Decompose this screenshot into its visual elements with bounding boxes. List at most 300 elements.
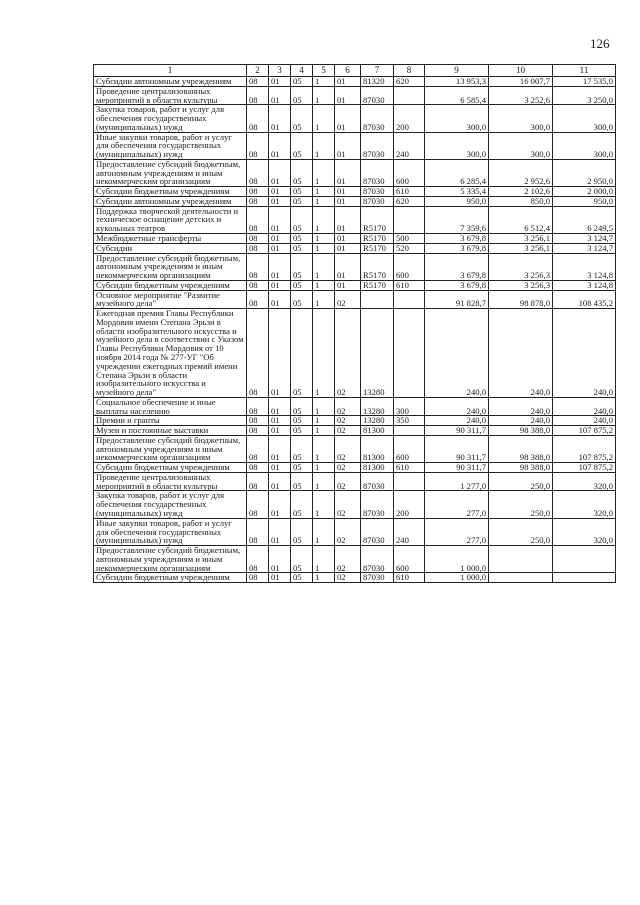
program-code: 05 <box>291 77 313 87</box>
event-code: 01 <box>335 187 361 197</box>
item-name: Поддержка творческой деятельности и техническое оснащение детских и кукольных театров <box>94 206 247 233</box>
item-name: Музеи и постоянные выставки <box>94 426 247 436</box>
direction-code: 87030 <box>361 196 394 206</box>
table-row <box>94 105 616 132</box>
table-row <box>94 77 616 87</box>
direction-code: R5170 <box>361 253 394 280</box>
column-header: 1 <box>94 65 247 77</box>
direction-code: 87030 <box>361 518 394 545</box>
event-code: 02 <box>335 573 361 583</box>
subprogram-code: 1 <box>313 518 335 545</box>
expense-type-code <box>394 472 425 491</box>
expense-type-code: 240 <box>394 518 425 545</box>
amount-year-1: 1 000,0 <box>425 573 489 583</box>
subprogram-code: 1 <box>313 77 335 87</box>
amount-year-1: 3 679,8 <box>425 280 489 290</box>
amount-year-3 <box>553 546 616 573</box>
program-code: 05 <box>291 546 313 573</box>
expense-type-code: 610 <box>394 187 425 197</box>
column-header: 4 <box>291 65 313 77</box>
amount-year-2: 2 952,6 <box>489 159 553 186</box>
amount-year-3: 240,0 <box>553 309 616 398</box>
subprogram-code: 1 <box>313 234 335 244</box>
amount-year-3: 300,0 <box>553 105 616 132</box>
subsection-code: 01 <box>269 416 291 426</box>
amount-year-3: 107 875,2 <box>553 426 616 436</box>
event-code: 02 <box>335 426 361 436</box>
subsection-code: 01 <box>269 159 291 186</box>
amount-year-1: 240,0 <box>425 416 489 426</box>
column-header: 5 <box>313 65 335 77</box>
program-code: 05 <box>291 397 313 416</box>
direction-code: R5170 <box>361 280 394 290</box>
subsection-code: 01 <box>269 243 291 253</box>
amount-year-1: 6 285,4 <box>425 159 489 186</box>
direction-code: 87030 <box>361 159 394 186</box>
item-name: Предоставление субсидий бюджетным, автономным учреждениям и иным некоммерческим организациям <box>94 253 247 280</box>
table-row <box>94 187 616 197</box>
expense-type-code <box>394 426 425 436</box>
subsection-code: 01 <box>269 132 291 159</box>
subsection-code: 01 <box>269 435 291 462</box>
direction-code: R5170 <box>361 234 394 244</box>
event-code: 01 <box>335 159 361 186</box>
program-code: 05 <box>291 518 313 545</box>
amount-year-2: 6 512,4 <box>489 206 553 233</box>
direction-code <box>361 290 394 309</box>
subprogram-code: 1 <box>313 187 335 197</box>
event-code: 01 <box>335 86 361 105</box>
table-row <box>94 435 616 462</box>
table-row <box>94 86 616 105</box>
amount-year-1: 1 277,0 <box>425 472 489 491</box>
item-name: Субсидии бюджетным учреждениям <box>94 187 247 197</box>
section-code: 08 <box>247 573 269 583</box>
subsection-code: 01 <box>269 309 291 398</box>
direction-code: 87030 <box>361 472 394 491</box>
amount-year-3: 108 435,2 <box>553 290 616 309</box>
expense-type-code: 240 <box>394 132 425 159</box>
program-code: 05 <box>291 234 313 244</box>
event-code: 02 <box>335 309 361 398</box>
amount-year-3: 3 124,8 <box>553 253 616 280</box>
subprogram-code: 1 <box>313 253 335 280</box>
table-row <box>94 290 616 309</box>
table-row <box>94 159 616 186</box>
item-name: Проведение централизованных мероприятий в области культуры <box>94 472 247 491</box>
section-code: 08 <box>247 397 269 416</box>
direction-code: 87030 <box>361 132 394 159</box>
amount-year-1: 950,0 <box>425 196 489 206</box>
section-code: 08 <box>247 206 269 233</box>
section-code: 08 <box>247 435 269 462</box>
program-code: 05 <box>291 309 313 398</box>
table-row <box>94 132 616 159</box>
amount-year-1: 240,0 <box>425 397 489 416</box>
amount-year-3: 107 875,2 <box>553 435 616 462</box>
amount-year-3: 240,0 <box>553 397 616 416</box>
program-code: 05 <box>291 253 313 280</box>
subsection-code: 01 <box>269 206 291 233</box>
direction-code: 13280 <box>361 309 394 398</box>
amount-year-1: 3 679,8 <box>425 253 489 280</box>
amount-year-2: 16 007,7 <box>489 77 553 87</box>
amount-year-1: 3 679,8 <box>425 234 489 244</box>
item-name: Субсидии бюджетным учреждениям <box>94 280 247 290</box>
amount-year-1: 277,0 <box>425 518 489 545</box>
program-code: 05 <box>291 187 313 197</box>
direction-code: 81300 <box>361 463 394 473</box>
direction-code: 87030 <box>361 573 394 583</box>
item-name: Социальное обеспечение и иные выплаты населению <box>94 397 247 416</box>
expense-type-code: 600 <box>394 435 425 462</box>
section-code: 08 <box>247 86 269 105</box>
program-code: 05 <box>291 435 313 462</box>
amount-year-1: 90 311,7 <box>425 435 489 462</box>
event-code: 02 <box>335 416 361 426</box>
amount-year-2: 3 256,1 <box>489 234 553 244</box>
subprogram-code: 1 <box>313 105 335 132</box>
section-code: 08 <box>247 309 269 398</box>
table-row <box>94 243 616 253</box>
table-header-row <box>94 65 616 77</box>
subsection-code: 01 <box>269 105 291 132</box>
subprogram-code: 1 <box>313 397 335 416</box>
subsection-code: 01 <box>269 234 291 244</box>
expense-type-code: 600 <box>394 159 425 186</box>
subsection-code: 01 <box>269 253 291 280</box>
expense-type-code: 200 <box>394 105 425 132</box>
item-name: Предоставление субсидий бюджетным, автономным учреждениям и иным некоммерческим организациям <box>94 159 247 186</box>
item-name: Субсидии автономным учреждениям <box>94 77 247 87</box>
amount-year-2: 240,0 <box>489 416 553 426</box>
budget-table <box>93 64 616 583</box>
column-header: 2 <box>247 65 269 77</box>
item-name: Закупка товаров, работ и услуг для обеспечения государственных (муниципальных) нужд <box>94 105 247 132</box>
event-code: 02 <box>335 435 361 462</box>
direction-code: R5170 <box>361 243 394 253</box>
subsection-code: 01 <box>269 472 291 491</box>
direction-code: 81300 <box>361 426 394 436</box>
column-header: 11 <box>553 65 616 77</box>
subprogram-code: 1 <box>313 546 335 573</box>
amount-year-2: 850,0 <box>489 196 553 206</box>
event-code: 02 <box>335 546 361 573</box>
amount-year-2: 98 388,0 <box>489 463 553 473</box>
amount-year-3: 320,0 <box>553 518 616 545</box>
table-row <box>94 416 616 426</box>
section-code: 08 <box>247 77 269 87</box>
direction-code: 87030 <box>361 491 394 518</box>
section-code: 08 <box>247 280 269 290</box>
amount-year-1: 13 953,3 <box>425 77 489 87</box>
table-row <box>94 253 616 280</box>
amount-year-1: 91 828,7 <box>425 290 489 309</box>
program-code: 05 <box>291 132 313 159</box>
expense-type-code: 200 <box>394 491 425 518</box>
direction-code: 81300 <box>361 435 394 462</box>
amount-year-1: 7 359,6 <box>425 206 489 233</box>
expense-type-code: 300 <box>394 397 425 416</box>
amount-year-1: 277,0 <box>425 491 489 518</box>
amount-year-2: 3 256,3 <box>489 280 553 290</box>
expense-type-code: 600 <box>394 253 425 280</box>
table-body <box>94 77 616 583</box>
amount-year-2 <box>489 546 553 573</box>
program-code: 05 <box>291 573 313 583</box>
expense-type-code: 500 <box>394 234 425 244</box>
subprogram-code: 1 <box>313 290 335 309</box>
table-row <box>94 196 616 206</box>
direction-code: 87030 <box>361 546 394 573</box>
amount-year-2: 98 878,0 <box>489 290 553 309</box>
amount-year-2: 250,0 <box>489 518 553 545</box>
subsection-code: 01 <box>269 573 291 583</box>
expense-type-code: 620 <box>394 77 425 87</box>
amount-year-2: 98 388,0 <box>489 426 553 436</box>
table-row <box>94 397 616 416</box>
amount-year-3: 300,0 <box>553 132 616 159</box>
table-row <box>94 518 616 545</box>
section-code: 08 <box>247 253 269 280</box>
amount-year-2 <box>489 573 553 583</box>
expense-type-code: 350 <box>394 416 425 426</box>
item-name: Субсидии бюджетным учреждениям <box>94 573 247 583</box>
section-code: 08 <box>247 105 269 132</box>
expense-type-code: 610 <box>394 280 425 290</box>
table-row <box>94 472 616 491</box>
subsection-code: 01 <box>269 426 291 436</box>
subsection-code: 01 <box>269 518 291 545</box>
item-name: Субсидии <box>94 243 247 253</box>
program-code: 05 <box>291 243 313 253</box>
amount-year-2: 250,0 <box>489 472 553 491</box>
event-code: 01 <box>335 280 361 290</box>
event-code: 02 <box>335 518 361 545</box>
amount-year-3: 2 000,0 <box>553 187 616 197</box>
expense-type-code: 610 <box>394 573 425 583</box>
event-code: 02 <box>335 397 361 416</box>
table-row <box>94 573 616 583</box>
section-code: 08 <box>247 159 269 186</box>
expense-type-code: 610 <box>394 463 425 473</box>
amount-year-2: 300,0 <box>489 132 553 159</box>
event-code: 01 <box>335 132 361 159</box>
item-name: Закупка товаров, работ и услуг для обеспечения государственных (муниципальных) нужд <box>94 491 247 518</box>
event-code: 02 <box>335 472 361 491</box>
column-header: 6 <box>335 65 361 77</box>
event-code: 01 <box>335 206 361 233</box>
section-code: 08 <box>247 187 269 197</box>
column-header: 3 <box>269 65 291 77</box>
amount-year-3: 3 250,0 <box>553 86 616 105</box>
amount-year-2: 3 256,3 <box>489 253 553 280</box>
event-code: 01 <box>335 196 361 206</box>
column-header: 10 <box>489 65 553 77</box>
event-code: 02 <box>335 290 361 309</box>
program-code: 05 <box>291 491 313 518</box>
table-row <box>94 309 616 398</box>
subprogram-code: 1 <box>313 86 335 105</box>
amount-year-2: 98 388,0 <box>489 435 553 462</box>
item-name: Субсидии бюджетным учреждениям <box>94 463 247 473</box>
subprogram-code: 1 <box>313 435 335 462</box>
direction-code: 87030 <box>361 105 394 132</box>
amount-year-3: 3 124,8 <box>553 280 616 290</box>
amount-year-3: 3 124,7 <box>553 243 616 253</box>
item-name: Субсидии автономным учреждениям <box>94 196 247 206</box>
amount-year-2: 3 252,6 <box>489 86 553 105</box>
table-row <box>94 426 616 436</box>
amount-year-3: 2 950,0 <box>553 159 616 186</box>
event-code: 02 <box>335 463 361 473</box>
amount-year-3 <box>553 573 616 583</box>
subprogram-code: 1 <box>313 309 335 398</box>
subprogram-code: 1 <box>313 243 335 253</box>
event-code: 02 <box>335 491 361 518</box>
amount-year-3: 17 535,0 <box>553 77 616 87</box>
amount-year-3: 320,0 <box>553 472 616 491</box>
amount-year-3: 320,0 <box>553 491 616 518</box>
amount-year-1: 300,0 <box>425 105 489 132</box>
expense-type-code <box>394 86 425 105</box>
expense-type-code <box>394 309 425 398</box>
subsection-code: 01 <box>269 290 291 309</box>
section-code: 08 <box>247 290 269 309</box>
section-code: 08 <box>247 196 269 206</box>
table-row <box>94 234 616 244</box>
column-header: 9 <box>425 65 489 77</box>
subsection-code: 01 <box>269 77 291 87</box>
item-name: Предоставление субсидий бюджетным, автономным учреждениям и иным некоммерческим организациям <box>94 435 247 462</box>
section-code: 08 <box>247 234 269 244</box>
amount-year-2: 2 102,6 <box>489 187 553 197</box>
subsection-code: 01 <box>269 196 291 206</box>
expense-type-code <box>394 290 425 309</box>
direction-code: 81320 <box>361 77 394 87</box>
subprogram-code: 1 <box>313 132 335 159</box>
amount-year-3: 3 124,7 <box>553 234 616 244</box>
amount-year-1: 90 311,7 <box>425 463 489 473</box>
direction-code: 87030 <box>361 187 394 197</box>
amount-year-2: 240,0 <box>489 397 553 416</box>
subsection-code: 01 <box>269 397 291 416</box>
event-code: 01 <box>335 234 361 244</box>
subprogram-code: 1 <box>313 196 335 206</box>
section-code: 08 <box>247 416 269 426</box>
program-code: 05 <box>291 472 313 491</box>
amount-year-1: 300,0 <box>425 132 489 159</box>
program-code: 05 <box>291 86 313 105</box>
subprogram-code: 1 <box>313 159 335 186</box>
amount-year-1: 6 585,4 <box>425 86 489 105</box>
subprogram-code: 1 <box>313 426 335 436</box>
program-code: 05 <box>291 105 313 132</box>
direction-code: R5170 <box>361 206 394 233</box>
section-code: 08 <box>247 491 269 518</box>
item-name: Основное мероприятие "Развитие музейного дела" <box>94 290 247 309</box>
amount-year-1: 3 679,8 <box>425 243 489 253</box>
amount-year-3: 950,0 <box>553 196 616 206</box>
section-code: 08 <box>247 243 269 253</box>
direction-code: 13280 <box>361 416 394 426</box>
item-name: Иные закупки товаров, работ и услуг для обеспечения государственных (муниципальных) нужд <box>94 518 247 545</box>
item-name: Иные закупки товаров, работ и услуг для обеспечения государственных (муниципальных) нужд <box>94 132 247 159</box>
item-name: Премии и гранты <box>94 416 247 426</box>
table-row <box>94 463 616 473</box>
section-code: 08 <box>247 472 269 491</box>
column-header: 8 <box>394 65 425 77</box>
expense-type-code: 520 <box>394 243 425 253</box>
expense-type-code: 600 <box>394 546 425 573</box>
subsection-code: 01 <box>269 86 291 105</box>
subsection-code: 01 <box>269 491 291 518</box>
program-code: 05 <box>291 426 313 436</box>
program-code: 05 <box>291 416 313 426</box>
program-code: 05 <box>291 206 313 233</box>
amount-year-3: 107 875,2 <box>553 463 616 473</box>
subprogram-code: 1 <box>313 463 335 473</box>
event-code: 01 <box>335 253 361 280</box>
section-code: 08 <box>247 463 269 473</box>
subprogram-code: 1 <box>313 573 335 583</box>
section-code: 08 <box>247 132 269 159</box>
section-code: 08 <box>247 518 269 545</box>
subprogram-code: 1 <box>313 280 335 290</box>
subsection-code: 01 <box>269 187 291 197</box>
program-code: 05 <box>291 196 313 206</box>
item-name: Ежегодная премия Главы Республики Мордовия имени Степана Эрьзи в области изобразительного искусства и музейного дела в соответствии с Указом Главы Республики Мордовия от 10 ноября 2014 года № 277-УГ "Об учреждении ежегодных премий имени Степана Эрьзи в области изобразительного искусства и музейного дела" <box>94 309 247 398</box>
table-row <box>94 546 616 573</box>
subsection-code: 01 <box>269 546 291 573</box>
subsection-code: 01 <box>269 463 291 473</box>
item-name: Предоставление субсидий бюджетным, автономным учреждениям и иным некоммерческим организациям <box>94 546 247 573</box>
direction-code: 13280 <box>361 397 394 416</box>
amount-year-3: 240,0 <box>553 416 616 426</box>
subprogram-code: 1 <box>313 472 335 491</box>
expense-type-code: 620 <box>394 196 425 206</box>
amount-year-2: 300,0 <box>489 105 553 132</box>
event-code: 01 <box>335 243 361 253</box>
amount-year-2: 240,0 <box>489 309 553 398</box>
direction-code: 87030 <box>361 86 394 105</box>
expense-type-code <box>394 206 425 233</box>
subsection-code: 01 <box>269 280 291 290</box>
event-code: 01 <box>335 77 361 87</box>
section-code: 08 <box>247 546 269 573</box>
column-header: 7 <box>361 65 394 77</box>
amount-year-1: 5 335,4 <box>425 187 489 197</box>
table-row <box>94 206 616 233</box>
amount-year-1: 240,0 <box>425 309 489 398</box>
program-code: 05 <box>291 159 313 186</box>
item-name: Проведение централизованных мероприятий в области культуры <box>94 86 247 105</box>
subprogram-code: 1 <box>313 416 335 426</box>
section-code: 08 <box>247 426 269 436</box>
table-row <box>94 491 616 518</box>
amount-year-3: 6 249,5 <box>553 206 616 233</box>
amount-year-2: 3 256,1 <box>489 243 553 253</box>
amount-year-1: 90 311,7 <box>425 426 489 436</box>
amount-year-2: 250,0 <box>489 491 553 518</box>
event-code: 01 <box>335 105 361 132</box>
table-row <box>94 280 616 290</box>
item-name: Межбюджетные трансферты <box>94 234 247 244</box>
amount-year-1: 1 000,0 <box>425 546 489 573</box>
page-number: 126 <box>590 36 610 51</box>
program-code: 05 <box>291 280 313 290</box>
subprogram-code: 1 <box>313 491 335 518</box>
